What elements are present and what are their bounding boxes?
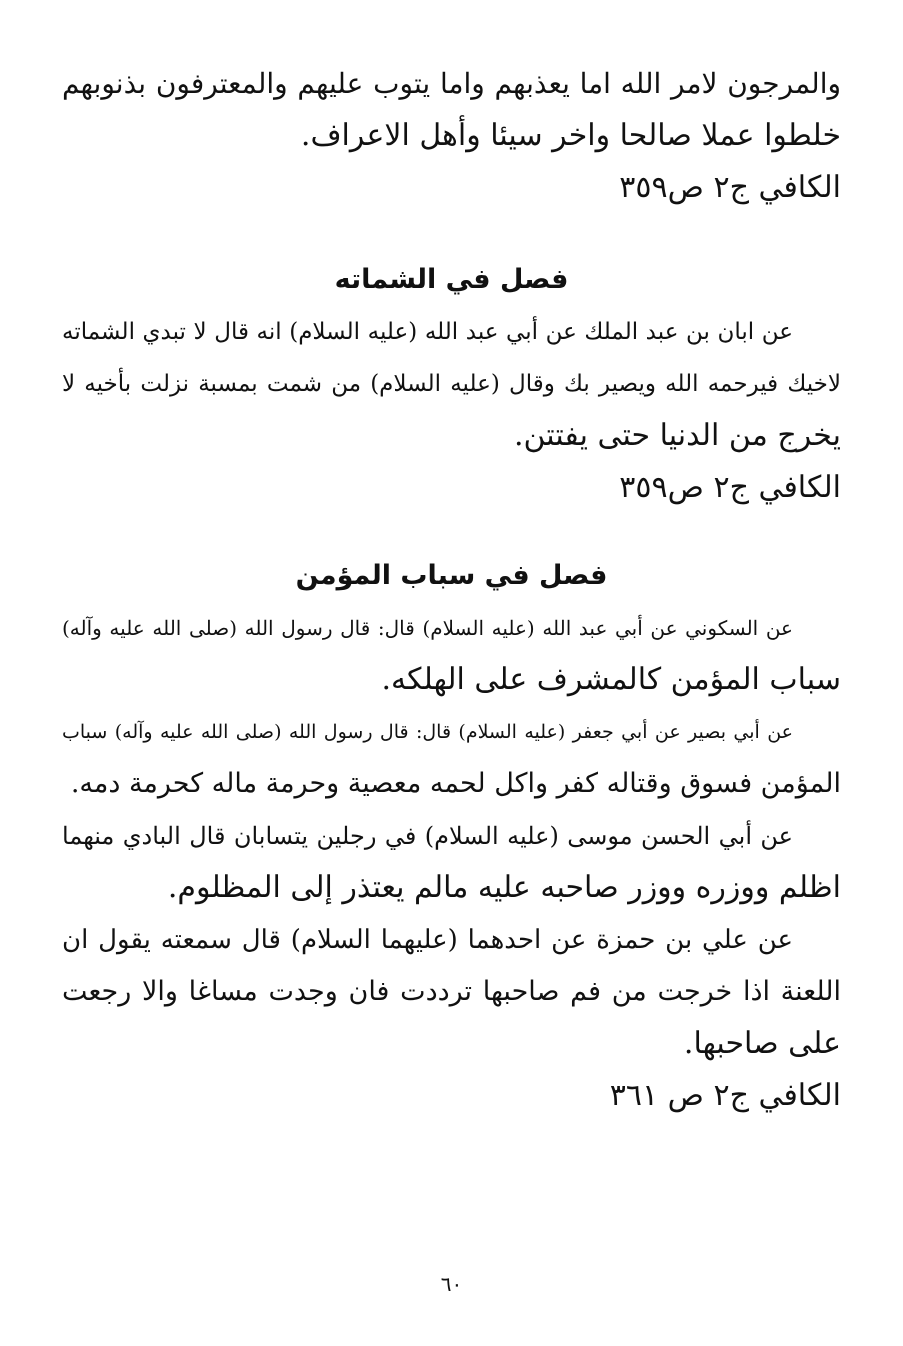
section-heading: فصل في سباب المؤمن (295, 560, 608, 591)
text-line: عن أبي بصير عن أبي جعفر (عليه السلام) قال: قال رسول الله (صلى الله عليه وآله) سباب (62, 721, 793, 743)
text-line: يخرج من الدنيا حتى يفتتن. (513, 418, 841, 453)
text-line: عن ابان بن عبد الملك عن أبي عبد الله (عليه السلام) انه قال لا تبدي الشماته (62, 319, 793, 345)
section-intro (62, 58, 841, 214)
page-number: ٦٠ (440, 1272, 463, 1296)
text-line: سباب المؤمن كالمشرف على الهلكه. (381, 662, 841, 697)
section-sibab (62, 550, 841, 1122)
section-heading: فصل في الشماته (334, 264, 569, 295)
source-reference: الكافي ج٢ ص ٣٦١ (609, 1078, 841, 1113)
page-body (62, 58, 841, 1122)
source-reference: الكافي ج٢ ص٣٥٩ (619, 170, 841, 205)
text-line: المؤمن فسوق وقتاله كفر واكل لحمه معصية وحرمة ماله كحرمة دمه. (70, 768, 841, 799)
text-line: خلطوا عملا صالحا واخر سيئا وأهل الاعراف. (300, 118, 841, 153)
source-reference: الكافي ج٢ ص٣٥٩ (619, 470, 841, 505)
section-shamata (62, 254, 841, 514)
text-line: عن السكوني عن أبي عبد الله (عليه السلام) قال: قال رسول الله (صلى الله عليه وآله) (62, 616, 793, 640)
text-line: اظلم ووزره ووزر صاحبه عليه مالم يعتذر إلى المظلوم. (167, 870, 841, 905)
text-line: عن علي بن حمزة عن احدهما (عليهما السلام) قال سمعته يقول ان (62, 925, 793, 955)
text-line: على صاحبها. (683, 1026, 841, 1061)
text-line: والمرجون لامر الله اما يعذبهم واما يتوب عليهم والمعترفون بذنوبهم (62, 67, 841, 100)
text-line: لاخيك فيرحمه الله ويصير بك وقال (عليه السلام) من شمت بمسبة نزلت بأخيه لا (62, 371, 841, 397)
text-line: اللعنة اذا خرجت من فم صاحبها ترددت فان وجدت مساغا والا رجعت (62, 976, 842, 1007)
text-line: عن أبي الحسن موسى (عليه السلام) في رجلين يتسابان قال البادي منهما (62, 822, 793, 850)
